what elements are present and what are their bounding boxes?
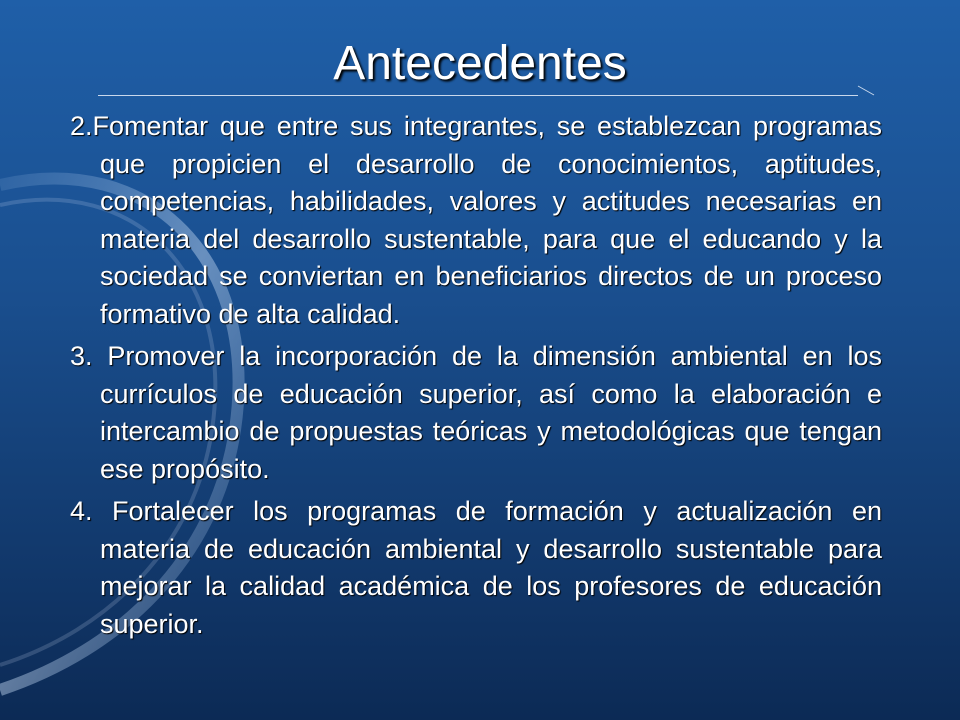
paragraph-item-2: 2.Fomentar que entre sus integrantes, se establezcan programas que propicien el desarrollo de conocimientos, aptitudes, competencias, habilidades, valores y actitudes necesarias en materia del desarrollo sustentable, para que el educando y la sociedad se conviertan en beneficiarios directos de un proceso formativo de alta calidad. [70, 111, 882, 329]
title-divider [98, 95, 858, 96]
paragraph-item-4: 4. Fortalecer los programas de formación y actualización en materia de educación ambiental y desarrollo sustentable para mejorar la calidad académica de los profesores de educación superior. [70, 496, 882, 639]
paragraph-item-3: 3. Promover la incorporación de la dimensión ambiental en los currículos de educación superior, así como la elaboración e intercambio de propuestas teóricas y metodológicas que tengan ese propósito. [70, 341, 882, 484]
slide-body [70, 108, 882, 648]
slide-title: Antecedentes [333, 37, 627, 90]
